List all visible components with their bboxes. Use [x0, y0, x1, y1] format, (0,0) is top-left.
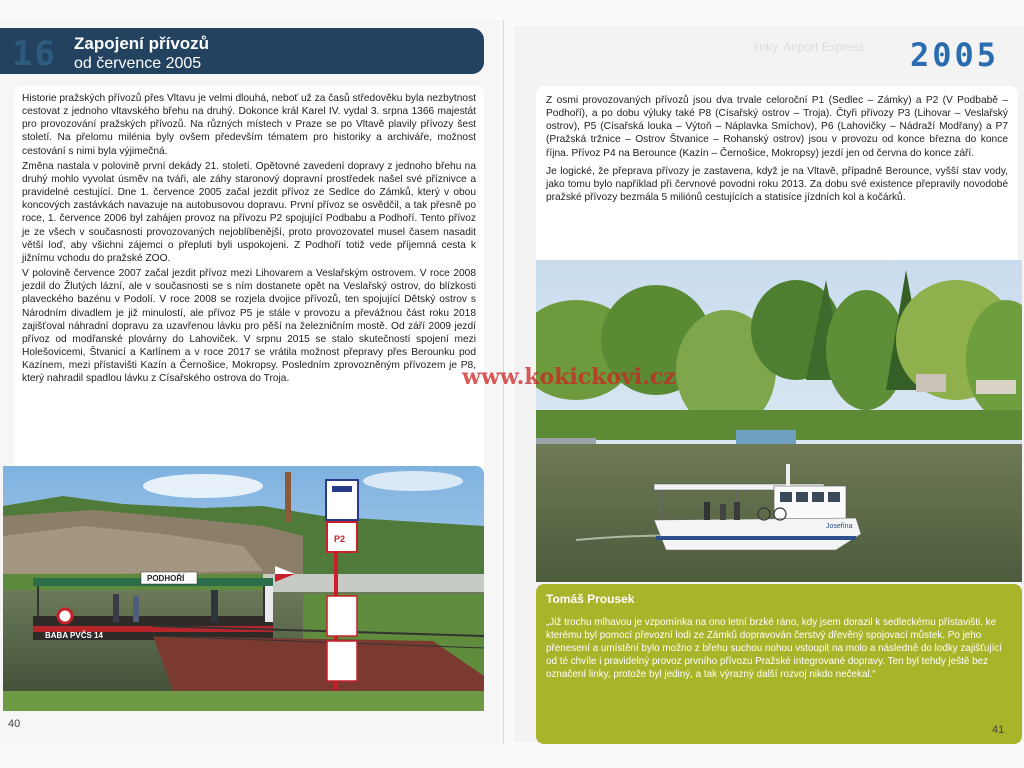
- paragraph: Historie pražských přívozů přes Vltavu je velmi dlouhá, neboť už za časů středověku byla nezbytnost cestovat z jednoho vltavského břehu na druhý. Dokonce král Karel IV. vydal 3. srpna 1366 majestát pro provozování pražských přívozů. Na různých místech v Praze se po Vltavě plavily přívozy šest století. Na přelomu milénia byly ovšem především tématem pro historiky a archiváře, možnost cestování s nimi byla výjimečná.: [22, 93, 476, 157]
- boat-name-label: Josefína: [826, 523, 853, 530]
- left-page-header: [0, 28, 484, 74]
- quote-author: Tomáš Prousek: [546, 592, 635, 606]
- ghost-header-text: linky, Airport Express: [754, 40, 866, 54]
- paragraph: V polovině července 2007 začal jezdit přívoz mezi Lihovarem a Veslařským ostrovem. V roce 2008 jezdil do Žlutých lázní, ale v současnosti se s ním dostanete opět na Veslařský ostrov, do blízkosti plaveckého bazénu v Podolí. V roce 2008 se rozjela dvojice přívozů, ten spojující Dětský ostrov s Národním divadlem je již minulostí, ale přívoz P5 je stále v provozu a převážnou část roku 2018 zajišťoval náhradní dopravu za uzavřenou lávku pro pěší na železničním mostě. Od září 2009 jezdí přívoz od modřanské plovárny do Lahoviček. V srpnu 2015 se stalo skutečností spojení mezi Holešovicemi, Štvanicí a Karlínem a v roce 2017 se vrátila možnost přepravy přes Berounku pod Kazínem, mezi přístavišti Kazín a Černošice, Mokropsy. Posledním zprovozněným přívozem je P8, který nahradil spadlou lávku z Císařského ostrova do Troja.: [22, 268, 476, 385]
- ferry-podhori-photo: [3, 466, 484, 711]
- watermark-text: www.kokickovi.cz: [462, 364, 676, 390]
- page-number-left: 40: [8, 718, 21, 730]
- paragraph: Změna nastala v polovině první dekády 21. století. Opětovné zavedení dopravy z jednoho břehu na druhý mohlo vyvolat úsměv na tváři, ale záhy staronový dopravní prostředek našel své příznivce a pravidelné cestující. Dne 1. července 2005 začal jezdit přívoz ze Sedlce do Zámků, který v obou koncových zastávkách navazuje na autobusovou dopravu. První přívoz se osvědčil, a tak přesně po roce, 1. července 2006 byl zahájen provoz na přívozu P2 spojující Podbabu a Podhoří. Tento přívoz je ze všech v současnosti provozovaných nejoblíbenější, proto provozovatel musel časem nasadit větší loď, aby všichni zájemci o přepluti byli uspokojeni. Z Podhoří totiž vede příjemná cesta k jižnímu vchodu do pražské ZOO.: [22, 160, 476, 264]
- chapter-number: 16: [12, 34, 57, 74]
- stop-sign-text: P2: [334, 534, 346, 544]
- paragraph: Z osmi provozovaných přívozů jsou dva trvale celoroční P1 (Sedlec – Zámky) a P2 (V Podbabě – Podhoří), a po dobu výluky také P8 (Císařský ostrov – Troja). Čtyři přívozy P3 (Lihovar – Veslařský ostrov), P5 (Císařská louka – Výtoň – Náplavka Smíchov), P6 (Lahovičky – Nádraží Modřany) a P7 (Pražská tržnice – Ostrov Štvanice – Rohanský ostrov) jsou v provozu od konce března do konce října. Přívoz P4 na Berounce (Kazín – Černošice, Mokropsy) jezdí jen od června do konce září.: [546, 95, 1008, 159]
- ferry-pier-illustration: [3, 466, 484, 711]
- river-ferry-illustration: [536, 260, 1022, 582]
- right-text-box: [536, 86, 1018, 270]
- quote-text: „Již trochu mlhavou je vzpomínka na ono letní brzké ráno, kdy jsem dorazil k sedleckému přístavišti, ke kterému byl pomocí převozní lodi ze Zámků dopravován čerstvý dřevěný spojovací můstek. Po jeho přenesení a umístění bylo možno z břehu suchou nohou vstoupit na molo a následně do lodky zajišťující od té chvíle i pravidelný provoz prvního přívozu Pražské integrované dopravy. Ten byl tehdy ještě bez označení linky, protože byl jediný, a tak výrazný další rozvoj nikdo nečekal.“: [546, 617, 1003, 680]
- left-text-box: [14, 86, 484, 478]
- boat-name-sign: PODHOŘÍ: [147, 574, 185, 583]
- page-subtitle: od července 2005: [74, 55, 202, 72]
- page-title: Zapojení přívozů: [74, 34, 210, 53]
- boat-hull-text: BABA PVČS 14: [45, 631, 103, 640]
- year-badge: 2005: [910, 36, 1000, 74]
- ferry-josefina-photo: [536, 260, 1022, 582]
- page-number-right: 41: [992, 724, 1005, 736]
- quote-box: [536, 584, 1022, 744]
- paragraph: Je logické, že přeprava přívozy je zastavena, když je na Vltavě, případně Berounce, vyšší stav vody, jako tomu bylo například při červnové povodni roku 2013. Za dobu své existence přepravily novodobé pražské přívozy bezmála 5 miliónů cestujících a statisíce jízdních kol a kočárků.: [546, 165, 1008, 204]
- left-page: [0, 20, 504, 744]
